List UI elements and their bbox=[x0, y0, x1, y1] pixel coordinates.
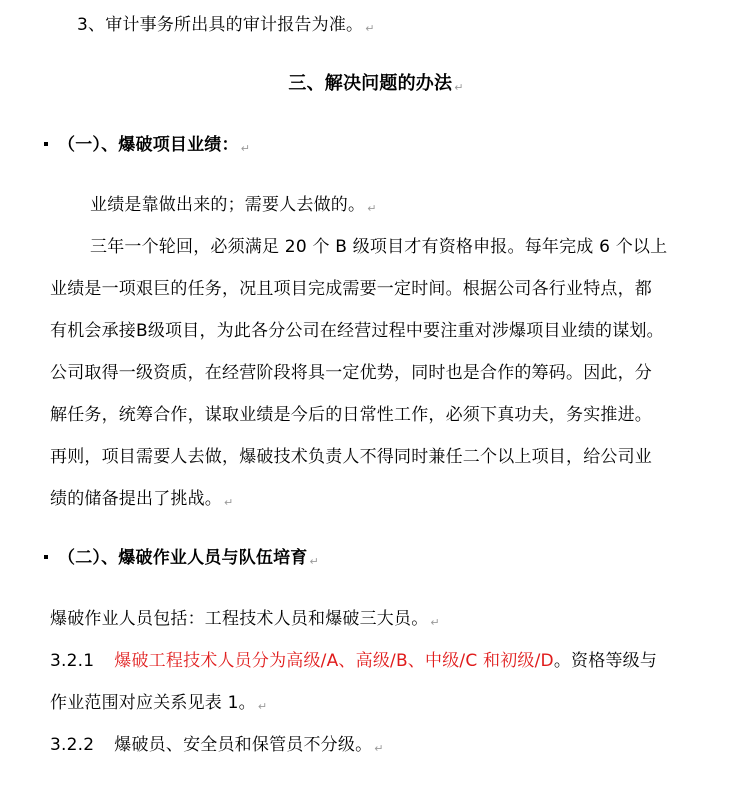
item-3-2-1 bbox=[50, 650, 657, 672]
paragraph-1-text: 业绩是靠做出来的；需要人去做的。 bbox=[90, 195, 366, 215]
paragraph-mark-icon: ↵ bbox=[224, 496, 234, 509]
paragraph-mark-icon: ↵ bbox=[430, 616, 440, 629]
item-3-2-1-continuation-text: 作业范围对应关系见表 1。 bbox=[50, 693, 256, 713]
item-3-2-2 bbox=[50, 734, 384, 758]
paragraph-2-line bbox=[50, 278, 652, 300]
paragraph-2-line-text: 有机会承接B级项目，为此各分公司在经营过程中要注重对涉爆项目业绩的谋划。 bbox=[50, 321, 664, 341]
item-3-2-2-text: 爆破员、安全员和保管员不分级。 bbox=[114, 735, 373, 755]
paragraph-3 bbox=[50, 608, 440, 632]
paragraph-mark-icon: ↵ bbox=[365, 22, 375, 35]
paragraph-2-line-text: 解任务，统筹合作，谋取业绩是今后的日常性工作，必须下真功夫，务实推进。 bbox=[50, 405, 652, 425]
paragraph-mark-icon: ↵ bbox=[454, 81, 464, 94]
paragraph-mark-icon: ↵ bbox=[367, 202, 377, 215]
paragraph-1 bbox=[90, 194, 377, 218]
paragraph-2-line-text: 绩的储备提出了挑战。 bbox=[50, 489, 222, 509]
subsection-1-title: （一）、爆破项目业绩： bbox=[58, 135, 239, 155]
subsection-heading-2 bbox=[44, 547, 319, 571]
paragraph-2-line-text: 三年一个轮回，必须满足 20 个 B 级项目才有资格申报。每年完成 6 个以上 bbox=[90, 237, 668, 257]
paragraph-mark-icon: ↵ bbox=[374, 742, 384, 755]
paragraph-2-line bbox=[50, 446, 652, 468]
section-title-text: 三、解决问题的办法 bbox=[288, 73, 453, 94]
item-3-2-1-number: 3.2.1 bbox=[50, 651, 95, 671]
item-3-2-2-number: 3.2.2 bbox=[50, 735, 95, 755]
paragraph-mark-icon: ↵ bbox=[257, 700, 268, 713]
bullet-icon bbox=[44, 555, 48, 559]
subsection-heading-1 bbox=[44, 134, 250, 158]
paragraph-2-line bbox=[50, 488, 233, 512]
item-3-2-1-continuation bbox=[50, 692, 267, 716]
section-title bbox=[0, 73, 752, 97]
paragraph-mark-icon: ↵ bbox=[240, 142, 251, 155]
paragraph-2-line-text: 业绩是一项艰巨的任务，况且项目完成需要一定时间。根据公司各行业特点，都 bbox=[50, 279, 652, 299]
item-3-2-1-tail: 。资格等级与 bbox=[553, 651, 658, 671]
top-line bbox=[77, 14, 375, 38]
paragraph-2-line bbox=[50, 404, 652, 426]
paragraph-2-line-text: 公司取得一级资质，在经营阶段将具一定优势，同时也是合作的筹码。因此，分 bbox=[50, 363, 652, 383]
paragraph-mark-icon: ↵ bbox=[309, 555, 319, 568]
item-3-2-1-highlight: 爆破工程技术人员分为高级/A、高级/B、中级/C 和初级/D bbox=[114, 651, 554, 671]
paragraph-2-line-text: 再则，项目需要人去做，爆破技术负责人不得同时兼任二个以上项目，给公司业 bbox=[50, 447, 652, 467]
paragraph-3-text: 爆破作业人员包括：工程技术人员和爆破三大员。 bbox=[50, 609, 429, 629]
bullet-icon bbox=[44, 142, 48, 146]
paragraph-2-line bbox=[90, 236, 667, 258]
paragraph-2-line bbox=[50, 320, 664, 342]
subsection-2-title: （二）、爆破作业人员与队伍培育 bbox=[58, 548, 308, 568]
paragraph-2-line bbox=[50, 362, 652, 384]
top-line-text: 3、审计事务所出具的审计报告为准。 bbox=[77, 15, 364, 35]
